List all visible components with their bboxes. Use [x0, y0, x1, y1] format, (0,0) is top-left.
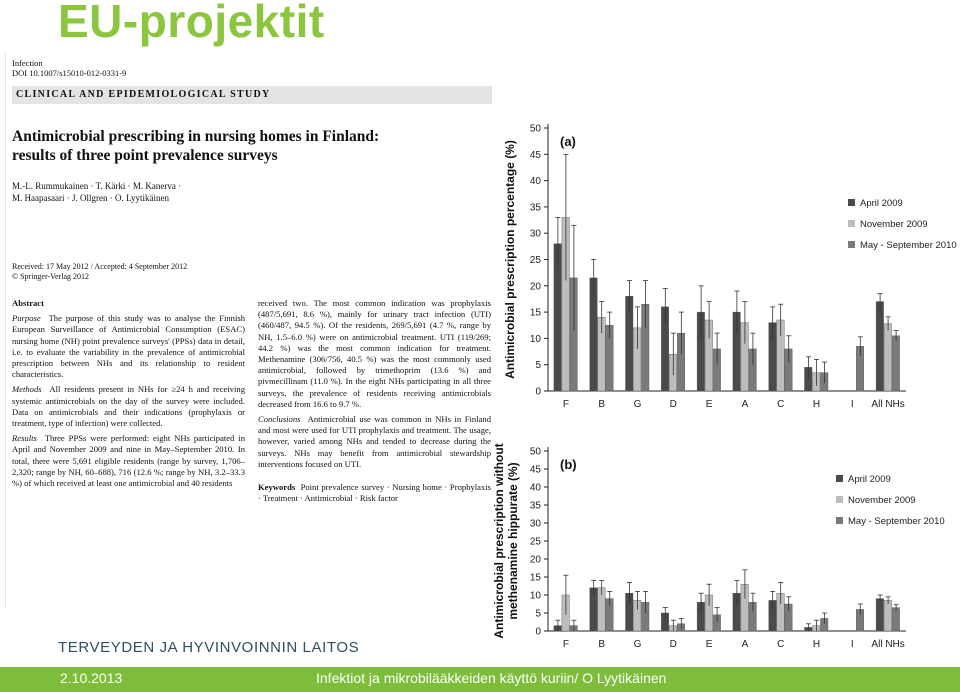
chart-b-ytick-label: 30 [529, 518, 541, 530]
chart-a-category-label: B [598, 399, 606, 410]
chart-b-legend-label: November 2009 [848, 495, 916, 506]
chart-a-ytick-label: 30 [529, 228, 541, 240]
chart-a-ytick-label: 5 [535, 360, 541, 372]
abstract-conclusions [258, 414, 491, 470]
chart-b-ytick-label: 0 [535, 626, 541, 638]
conclusions-text: Antimicrobial use was common in NHs in Finland and most were used for UTI prophylaxis and treatment. The usage, however, varied among NHs and tended to decrease during the surveys. NHs may benefit from antimicrobial stewardship interventions focused on UTI. [258, 414, 492, 469]
keywords-text: Point prevalence survey · Nursing home · Prophylaxis · Treatment · Antimicrobial · Risk factor [258, 482, 491, 504]
chart-a-panel-label: (a) [560, 134, 576, 149]
chart-b-panel-label: (b) [560, 457, 577, 472]
abstract-left-column [12, 298, 245, 493]
chart-a-bar [892, 336, 900, 391]
purpose-label: Purpose [12, 313, 41, 324]
chart-a [496, 110, 960, 415]
chart-b-ytick-label: 40 [529, 482, 541, 494]
keywords-label: Keywords [258, 482, 296, 493]
keywords [258, 482, 491, 504]
chart-a-category-label: I [850, 399, 854, 410]
chart-b-category-label: E [705, 639, 713, 650]
chart-a-category-label: C [777, 399, 785, 410]
methods-text: All residents present in NHs for ≥24 h and receiving systemic antimicrobials on the day of the survey were included. Data on antimicrobials and their indications (prophylaxis or treatment, type of infection) were collected. [12, 384, 245, 429]
chart-a-ytick-label: 15 [529, 307, 541, 319]
chart-a-bar [876, 302, 884, 391]
chart-a-category-label: F [562, 399, 569, 410]
chart-b-legend-swatch [836, 517, 843, 524]
chart-a-category-label: D [669, 399, 677, 410]
chart-a-category-label: All NHs [871, 399, 905, 410]
copyright: © Springer-Verlag 2012 [12, 272, 90, 281]
abstract-results-continued: received two. The most common indication was prophylaxis (487/5,691, 8.6 %), mainly for urinary tract infection (UTI) (460/487, 94.5 %). Of the residents, 269/5,691 (4.7 %, range by NH, 1.5–6.0 %) were on antimicrobial treatment. UTI (119/269; 44.2 %) was the most common indication for treatment. Methenamine (306/756, 40.5 %) was the most commonly used antimicrobial, followed by trimethoprim (13.6 %) and pivmecillinam (11.0 %). In the eight NHs participating in all three surveys, the prevalence of residents receiving antimicrobials decreased from 16.6 to 9.7 %. [258, 298, 491, 409]
chart-a-legend-label: November 2009 [860, 219, 928, 230]
conclusions-label: Conclusions [258, 414, 301, 425]
authors-line2: M. Haapasaari · J. Ollgren · O. Lyytikäinen [12, 193, 169, 203]
chart-b-category-label: F [562, 639, 569, 650]
chart-b-legend-swatch [836, 475, 843, 482]
chart-b-ytick-label: 35 [529, 500, 541, 512]
chart-a-ytick-label: 35 [529, 202, 541, 214]
chart-a-legend-label: May - September 2010 [860, 240, 957, 251]
paper-title-line2: results of three point prevalence surveys [12, 147, 278, 164]
results-text: Three PPSs were performed: eight NHs participated in April and November 2009 and nine in May–September 2010. In total, there were 5,691 eligible residents (range by survey, 1,706–2,320; range by NH, 60–688), 716 (12.6 %; range by NH, 3.2–33.3 %) of which received at least one antimicrobial and 40 residents [12, 433, 246, 489]
chart-b-legend-label: April 2009 [848, 474, 891, 485]
abstract-methods [12, 384, 245, 429]
authors-line1: M.-L. Rummukainen · T. Kärki · M. Kanerva · [12, 181, 182, 191]
chart-b-ytick-label: 10 [529, 590, 541, 602]
chart-b-ytick-label: 50 [529, 446, 541, 458]
chart-a-ytick-label: 0 [535, 386, 541, 398]
received-info [12, 262, 187, 282]
chart-b-category-label: G [633, 639, 642, 650]
chart-a-svg [496, 110, 960, 415]
chart-a-ylabel: Antimicrobial prescription percentage (%) [503, 140, 517, 379]
doi: DOI 10.1007/s15010-012-0331-9 [12, 68, 127, 78]
slide-title: EU-projektit [58, 0, 325, 47]
chart-a-legend-swatch [848, 220, 855, 227]
methods-label: Methods [12, 384, 42, 395]
chart-a-legend-label: April 2009 [860, 198, 903, 209]
chart-b-category-label: All NHs [871, 639, 905, 650]
chart-a-category-label: E [705, 399, 713, 410]
footer-date: 2.10.2013 [60, 670, 123, 686]
chart-b-ylabel: Antimicrobial prescription withoutmethenamine hippurate (%) [492, 443, 520, 639]
organization-name: TERVEYDEN JA HYVINVOINNIN LAITOS [58, 639, 360, 656]
purpose-text: The purpose of this study was to analyse the Finnish European Surveillance of Antimicrobial Consumption (ESAC) nursing home (NH) point prevalence surveys' (PPSs) data in detail, i.e. to evaluate the variability in the prevalence of antimicrobial prescription between NHs and its relationship to resident characteristics. [12, 313, 245, 380]
chart-a-legend-swatch [848, 241, 855, 248]
footer-bar [0, 667, 960, 692]
chart-b [492, 430, 960, 650]
chart-b-category-label: I [850, 639, 854, 650]
chart-b-svg [492, 430, 960, 650]
paper-authors [12, 180, 312, 204]
chart-b-bar [876, 599, 884, 631]
chart-a-category-label: A [741, 399, 749, 410]
paper-title [12, 127, 492, 165]
journal-info [12, 58, 126, 78]
paper-excerpt [5, 52, 495, 608]
chart-a-legend-swatch [848, 199, 855, 206]
chart-a-category-label: G [633, 399, 642, 410]
chart-b-ytick-label: 5 [535, 608, 541, 620]
abstract-results [12, 433, 245, 489]
chart-a-ytick-label: 45 [529, 149, 541, 161]
chart-b-category-label: H [812, 639, 821, 650]
chart-b-category-label: B [598, 639, 606, 650]
chart-b-legend-swatch [836, 496, 843, 503]
chart-a-ytick-label: 25 [529, 255, 541, 266]
abstract-heading: Abstract [12, 298, 44, 308]
chart-b-category-label: A [741, 639, 749, 650]
chart-a-category-label: H [812, 399, 821, 410]
chart-b-legend-label: May - September 2010 [848, 516, 945, 527]
chart-a-ytick-label: 50 [529, 123, 541, 135]
chart-b-ytick-label: 45 [529, 464, 541, 476]
chart-a-ytick-label: 40 [529, 176, 541, 188]
chart-b-category-label: D [669, 639, 677, 650]
chart-b-ytick-label: 25 [529, 536, 541, 548]
abstract-purpose [12, 313, 245, 380]
chart-b-bar [892, 608, 900, 631]
chart-b-bar [884, 600, 892, 631]
chart-b-category-label: C [777, 639, 785, 650]
chart-a-bar [884, 324, 892, 391]
paper-title-line1: Antimicrobial prescribing in nursing homes in Finland: [12, 128, 380, 145]
abstract-right-column [258, 298, 491, 508]
study-type-banner: CLINICAL AND EPIDEMIOLOGICAL STUDY [12, 86, 492, 104]
chart-a-ytick-label: 20 [529, 281, 541, 293]
chart-a-ytick-label: 10 [529, 333, 541, 345]
chart-b-ytick-label: 15 [529, 572, 541, 584]
received-dates: Received: 17 May 2012 / Accepted: 4 September 2012 [12, 262, 188, 271]
footer-text: Infektiot ja mikrobilääkkeiden käyttö kuriin/ O Lyytikäinen [316, 670, 667, 686]
results-label: Results [12, 433, 37, 444]
chart-b-ytick-label: 20 [529, 554, 541, 566]
journal-name: Infection [12, 58, 43, 68]
